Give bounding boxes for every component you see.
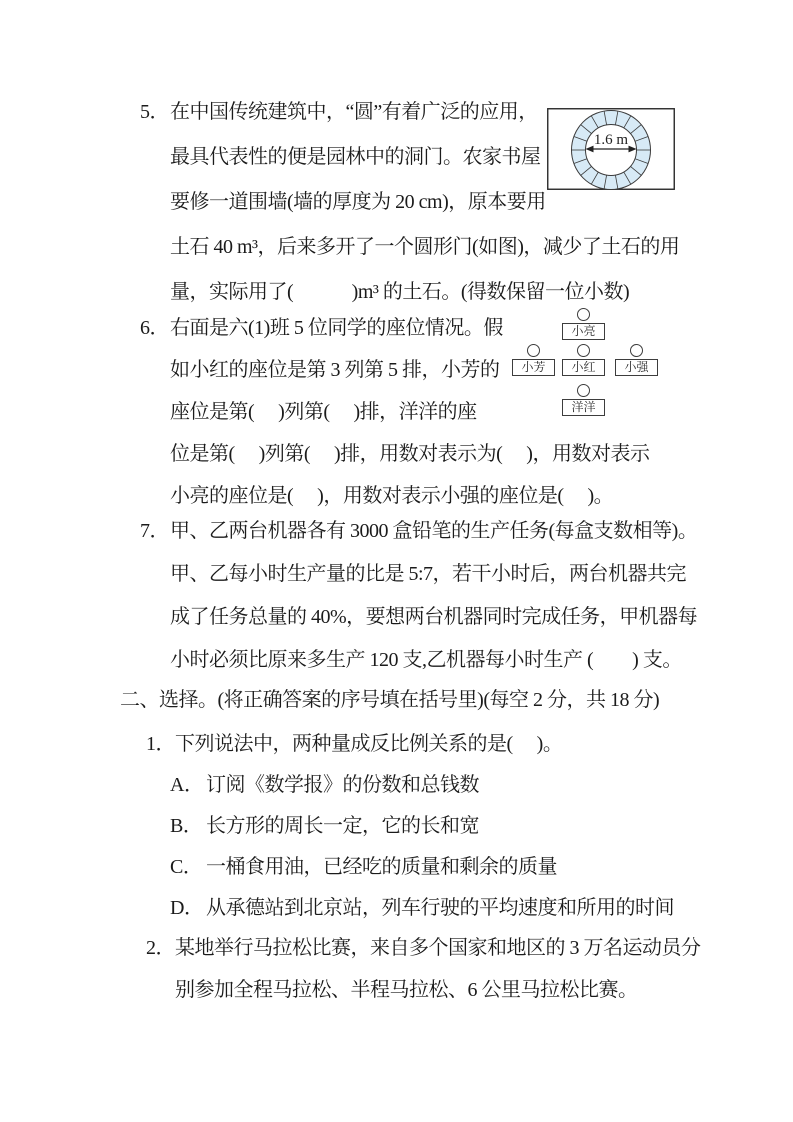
question-5-line-2: 最具代表性的便是园林中的洞门。农家书屋 [170, 146, 541, 168]
option-b-letter: B． [170, 815, 203, 837]
seat-head-icon [577, 308, 590, 321]
seat-name-label: 洋洋 [562, 399, 605, 416]
seat-head-icon [577, 384, 590, 397]
seat-name-label: 小红 [562, 359, 605, 376]
s2-question-1-line [0, 724, 793, 765]
question-7-line-4: 小时必须比原来多生产 120 支,乙机器每小时生产 ( ) 支。 [170, 649, 682, 671]
seat-name-label: 小亮 [562, 323, 605, 340]
option-c-letter: C． [170, 856, 203, 878]
option-c [0, 847, 793, 888]
seat-head-icon [527, 344, 540, 357]
seat-xiaoliang [562, 308, 605, 340]
option-a-letter: A． [170, 774, 204, 796]
question-5-line-4: 土石 40 m³，后来多开了一个圆形门(如图)，减少了土石的用 [170, 236, 680, 258]
seat-xiaofang [512, 344, 555, 376]
seat-xiaohong [562, 344, 605, 376]
option-d-letter: D． [170, 897, 204, 919]
option-b [0, 806, 793, 847]
question-7-number: 7． [140, 520, 169, 542]
question-6-line-3: 座位是第( )列第( )排，洋洋的座 [170, 401, 477, 423]
seat-head-icon [630, 344, 643, 357]
s2-question-2-number: 2． [146, 937, 175, 959]
seat-head-icon [577, 344, 590, 357]
option-a [0, 765, 793, 806]
question-7-line-1 [0, 510, 793, 553]
option-c-text: 一桶食用油，已经吃的质量和剩余的质量 [206, 856, 557, 878]
section-2-header: 二、选择。(将正确答案的序号填在括号里)(每空 2 分，共 18 分) [120, 689, 660, 711]
seat-yangyang [562, 384, 605, 416]
s2-question-2-line-1 [0, 927, 793, 969]
s2-question-2-text-1: 某地举行马拉松比赛，来自多个国家和地区的 3 万名运动员分 [175, 937, 701, 959]
s2-question-2-line-2: 别参加全程马拉松、半程马拉松、6 公里马拉松比赛。 [175, 979, 638, 1001]
s2-question-1-text: 下列说法中，两种量成反比例关系的是( )。 [175, 733, 563, 755]
question-6-block [0, 307, 793, 517]
option-a-text: 订阅《数学报》的份数和总钱数 [206, 774, 479, 796]
question-7-text-1: 甲、乙两台机器各有 3000 盒铅笔的生产任务(每盒支数相等)。 [170, 520, 698, 542]
question-5-line-5: 量，实际用了( )m³ 的土石。(得数保留一位小数) [170, 281, 630, 303]
question-6-line-2: 如小红的座位是第 3 列第 5 排，小芳的 [170, 359, 500, 381]
section-2-question-2-block [0, 927, 793, 1011]
diameter-label: 1.6 m [593, 132, 629, 148]
seat-name-label: 小强 [615, 359, 658, 376]
option-d [0, 888, 793, 929]
question-6-text-1: 右面是六(1)班 5 位同学的座位情况。假 [170, 317, 503, 339]
seat-name-label: 小芳 [512, 359, 555, 376]
question-5-number: 5． [140, 101, 169, 123]
section-2-question-1-block [0, 724, 793, 929]
option-d-text: 从承德站到北京站，列车行驶的平均速度和所用的时间 [206, 897, 674, 919]
seat-xiaoqiang [615, 344, 658, 376]
question-7-block [0, 510, 793, 682]
question-6-line-1 [0, 307, 793, 349]
question-6-number: 6． [140, 317, 169, 339]
question-5-text-1: 在中国传统建筑中，“圆”有着广泛的应用， [170, 101, 538, 123]
question-5-line-3: 要修一道围墙(墙的厚度为 20 cm)，原本要用 [170, 191, 546, 213]
s2-question-1-number: 1． [146, 733, 175, 755]
option-b-text: 长方形的周长一定，它的长和宽 [206, 815, 479, 837]
moon-gate-drawing [547, 108, 675, 190]
question-6-line-5: 小亮的座位是( )，用数对表示小强的座位是( )。 [170, 485, 614, 507]
question-7-line-3: 成了任务总量的 40%，要想两台机器同时完成任务，甲机器每 [170, 606, 698, 628]
seating-chart-figure [505, 306, 663, 418]
question-7-line-2: 甲、乙每小时生产量的比是 5:7，若干小时后，两台机器共完 [170, 563, 687, 585]
question-6-line-4: 位是第( )列第( )排，用数对表示为( )，用数对表示 [170, 443, 650, 465]
section-2-header-block [0, 679, 793, 722]
moon-gate-figure [547, 108, 675, 190]
